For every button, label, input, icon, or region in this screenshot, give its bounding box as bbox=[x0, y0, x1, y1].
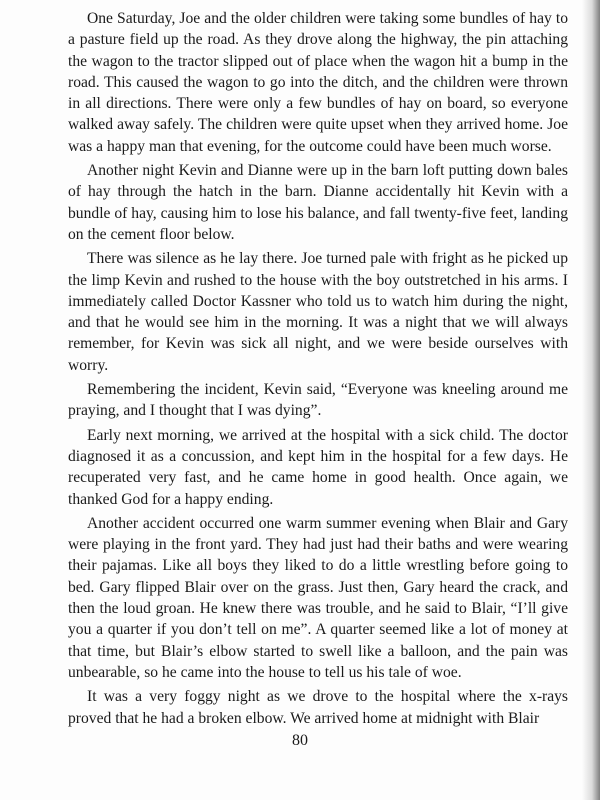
paragraph: Another night Kevin and Dianne were up in the barn loft putting down bales of hay through the hatch in the barn. Dianne accidentally hit Kevin with a bundle of hay, causing him to lose his balance, and fall twenty-five feet, landing on the cement floor below. bbox=[68, 162, 568, 243]
paragraph: One Saturday, Joe and the older children were taking some bundles of hay to a pasture field up the road. As they drove along the highway, the pin attaching the wagon to the tractor slipped out of place when the wagon hit a bump in the road. This caused the wagon to go into the ditch, and the children were thrown in all directions. There were only a few bundles of hay on board, so everyone walked away safely. The children were quite upset when they arrived home. Joe was a happy man that evening, for the outcome could have been much worse. bbox=[68, 10, 568, 155]
paragraph: It was a very foggy night as we drove to the hospital where the x-rays proved that he had a broken elbow. We arrived home at midnight with Blair bbox=[68, 688, 568, 727]
body-text bbox=[68, 8, 568, 732]
paragraph: Early next morning, we arrived at the hospital with a sick child. The doctor diagnosed it as a concussion, and kept him in the hospital for a few days. He recuperated very fast, and he came home in good health. Once again, we thanked God for a happy ending. bbox=[68, 426, 568, 508]
paragraph: Remembering the incident, Kevin said, “Everyone was kneeling around me praying, and I thought that I was dying”. bbox=[68, 381, 568, 420]
page-number: 80 bbox=[292, 732, 308, 749]
paragraph: Another accident occurred one warm summer evening when Blair and Gary were playing in the front yard. They had just had their baths and were wearing their pajamas. Like all boys they liked to do a little wrestling before going to bed. Gary flipped Blair over on the grass. Just then, Gary heard the crack, and then the loud groan. He knew there was trouble, and he said to Blair, “I’ll give you a quarter if you don’t tell on me”. A quarter seemed like a lot of money at that time, but Blair’s elbow started to swell like a balloon, and the pain was unbearable, so he came into the house to tell us his tale of woe. bbox=[68, 514, 568, 681]
paragraph: There was silence as he lay there. Joe turned pale with fright as he picked up the limp Kevin and rushed to the house with the boy outstretched in his arms. I immediately called Doctor Kassner who told us to watch him during the night, and that he would see him in the morning. It was a night that we will always remember, for Kevin was sick all night, and we were beside ourselves with worry. bbox=[68, 250, 568, 374]
page-edge-shadow bbox=[582, 0, 600, 800]
